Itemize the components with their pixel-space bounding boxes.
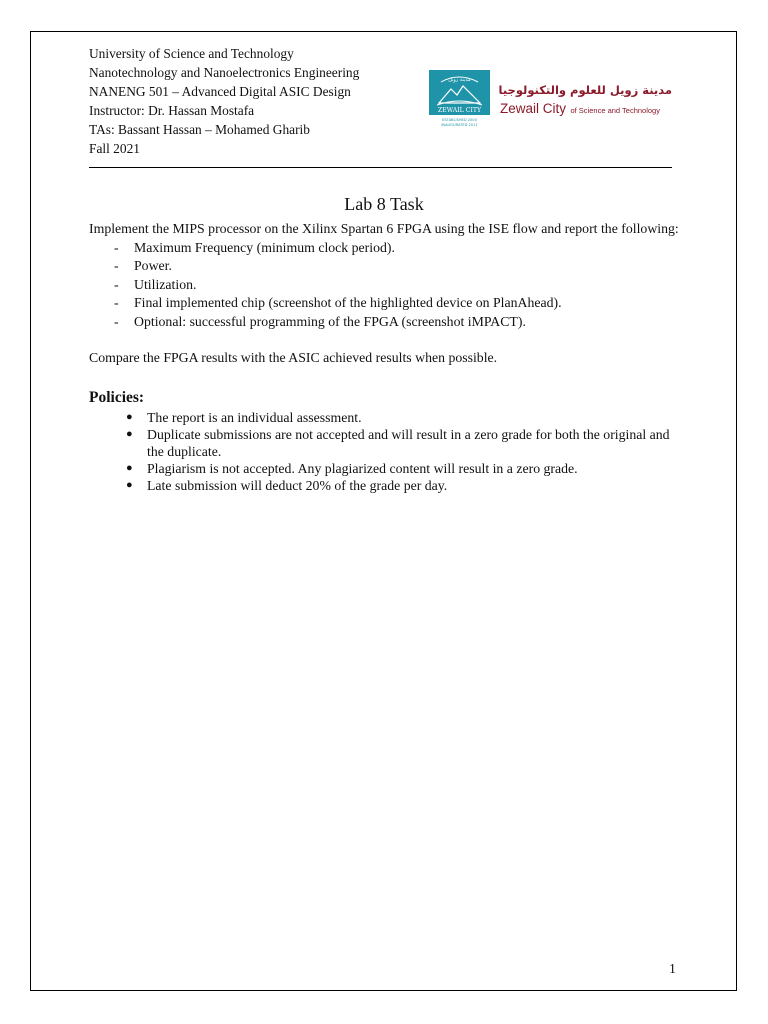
header-term: Fall 2021 xyxy=(89,141,140,156)
page-title: Lab 8 Task xyxy=(344,194,424,214)
header-tas: TAs: Bassant Hassan – Mohamed Gharib xyxy=(89,122,310,137)
bullet-icon: ● xyxy=(126,462,133,474)
header-course: NANENG 501 – Advanced Digital ASIC Design xyxy=(89,84,351,99)
list-item-text: Power. xyxy=(134,258,172,273)
zewail-city-emblem-icon xyxy=(429,70,490,131)
dash-marker: - xyxy=(114,313,119,329)
list-item-text: Utilization. xyxy=(134,276,197,292)
emblem-established: ESTABLISHED 2000 xyxy=(442,118,477,122)
page-number: 1 xyxy=(669,961,676,976)
list-item xyxy=(89,409,689,426)
page-border xyxy=(30,31,737,991)
institution-header xyxy=(89,44,359,158)
list-item-text: Plagiarism is not accepted. Any plagiarized content will result in a zero grade. xyxy=(147,461,578,476)
list-item xyxy=(89,294,689,313)
emblem-svg xyxy=(429,70,490,131)
emblem-arabic-text: مدينة زويل xyxy=(448,77,471,83)
task-body xyxy=(89,220,689,494)
dash-marker: - xyxy=(114,258,119,273)
report-items-list xyxy=(89,239,689,332)
bullet-icon: ● xyxy=(126,479,133,491)
list-item xyxy=(89,313,689,332)
bullet-icon: ● xyxy=(126,411,133,423)
header-divider xyxy=(89,167,672,168)
dash-marker: - xyxy=(114,239,119,255)
list-item-text: Final implemented chip (screenshot of the highlighted device on PlanAhead). xyxy=(134,295,562,310)
list-item-text: The report is an individual assessment. xyxy=(147,410,362,425)
dash-marker: - xyxy=(114,295,119,310)
brand-wordmark xyxy=(500,83,680,118)
policies-heading: Policies: xyxy=(89,388,145,406)
list-item-text: Maximum Frequency (minimum clock period). xyxy=(134,239,395,255)
brand-latin-name xyxy=(500,100,680,118)
header-instructor: Instructor: Dr. Hassan Mostafa xyxy=(89,103,255,118)
emblem-inaugurated: INAUGURATED 2011 xyxy=(441,123,478,127)
list-item xyxy=(89,257,689,276)
emblem-label: ZEWAIL CITY xyxy=(437,107,482,114)
compare-note: Compare the FPGA results with the ASIC achieved results when possible. xyxy=(89,350,498,365)
list-item xyxy=(89,477,689,494)
list-item xyxy=(89,239,689,258)
task-intro: Implement the MIPS processor on the Xilinx Spartan 6 FPGA using the ISE flow and report the following: xyxy=(89,221,679,236)
list-item-text: Late submission will deduct 20% of the grade per day. xyxy=(147,478,448,493)
list-item xyxy=(89,426,689,460)
dash-marker: - xyxy=(114,276,119,292)
brand-suffix: of Science and Technology xyxy=(570,106,660,115)
header-university: University of Science and Technology xyxy=(89,46,294,61)
list-item xyxy=(89,460,689,477)
header-program: Nanotechnology and Nanoelectronics Engineering xyxy=(89,65,360,80)
brand-arabic-name: مدينة زويل للعلوم والتكنولوجيا xyxy=(498,83,672,97)
bullet-icon: ● xyxy=(126,428,133,440)
policies-list xyxy=(89,409,689,494)
list-item xyxy=(89,276,689,295)
brand-name: Zewail City xyxy=(500,101,567,116)
list-item-text: Optional: successful programming of the FPGA (screenshot iMPACT). xyxy=(134,313,526,329)
list-item-text: Duplicate submissions are not accepted and will result in a zero grade for both the original and the duplicate. xyxy=(147,427,670,459)
